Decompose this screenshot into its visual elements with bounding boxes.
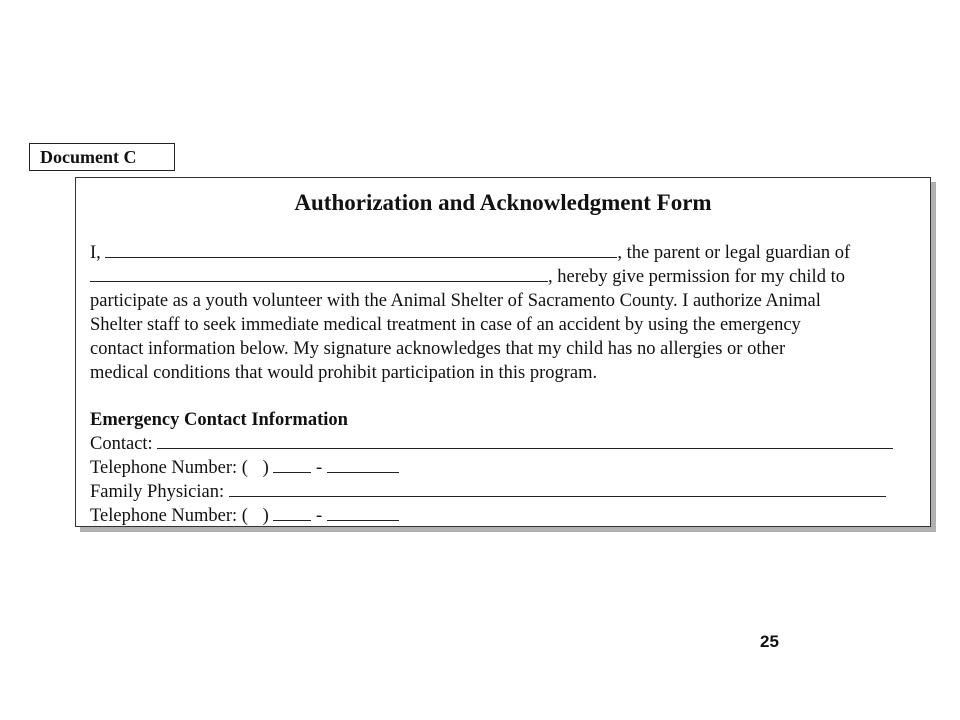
authorization-form: [75, 177, 931, 527]
paren-close: ): [262, 458, 269, 478]
telephone2-number-blank[interactable]: [327, 504, 399, 521]
telephone2-row: [90, 504, 399, 528]
body-line-4: medical conditions that would prohibit participation in this program.: [90, 363, 598, 383]
contact-blank[interactable]: [157, 432, 893, 449]
contact-label: Contact:: [90, 434, 153, 454]
dash: -: [316, 458, 323, 478]
dash-2: -: [316, 506, 323, 526]
line1-prefix: I,: [90, 243, 101, 263]
guardian-line: [90, 241, 850, 265]
body-line-2: Shelter staff to seek immediate medical treatment in case of an accident by using the emergency: [90, 315, 801, 335]
document-label: Document C: [29, 143, 175, 171]
physician-row: [90, 480, 886, 504]
physician-label: Family Physician:: [90, 482, 225, 502]
telephone-row: [90, 456, 399, 480]
line2-suffix: , hereby give permission for my child to: [548, 267, 845, 287]
form-title: Authorization and Acknowledgment Form: [294, 190, 712, 215]
telephone-number-blank[interactable]: [327, 456, 399, 473]
parent-name-blank[interactable]: [105, 241, 617, 258]
body-line-1: participate as a youth volunteer with the Animal Shelter of Sacramento County. I authorize Animal: [90, 291, 821, 311]
page-number: 25: [760, 632, 779, 651]
contact-row: [90, 432, 893, 456]
paren-close-2: ): [262, 506, 269, 526]
telephone-prefix-blank[interactable]: [273, 456, 311, 473]
body-line-3: contact information below. My signature acknowledges that my child has no allergies or other: [90, 339, 786, 359]
line1-suffix: , the parent or legal guardian of: [617, 243, 851, 263]
telephone2-prefix-blank[interactable]: [273, 504, 311, 521]
physician-blank[interactable]: [229, 480, 886, 497]
telephone2-label: Telephone Number: (: [90, 506, 248, 526]
telephone-label: Telephone Number: (: [90, 458, 248, 478]
emergency-heading: Emergency Contact Information: [90, 410, 348, 430]
child-line: [90, 265, 845, 289]
child-name-blank[interactable]: [90, 265, 548, 282]
